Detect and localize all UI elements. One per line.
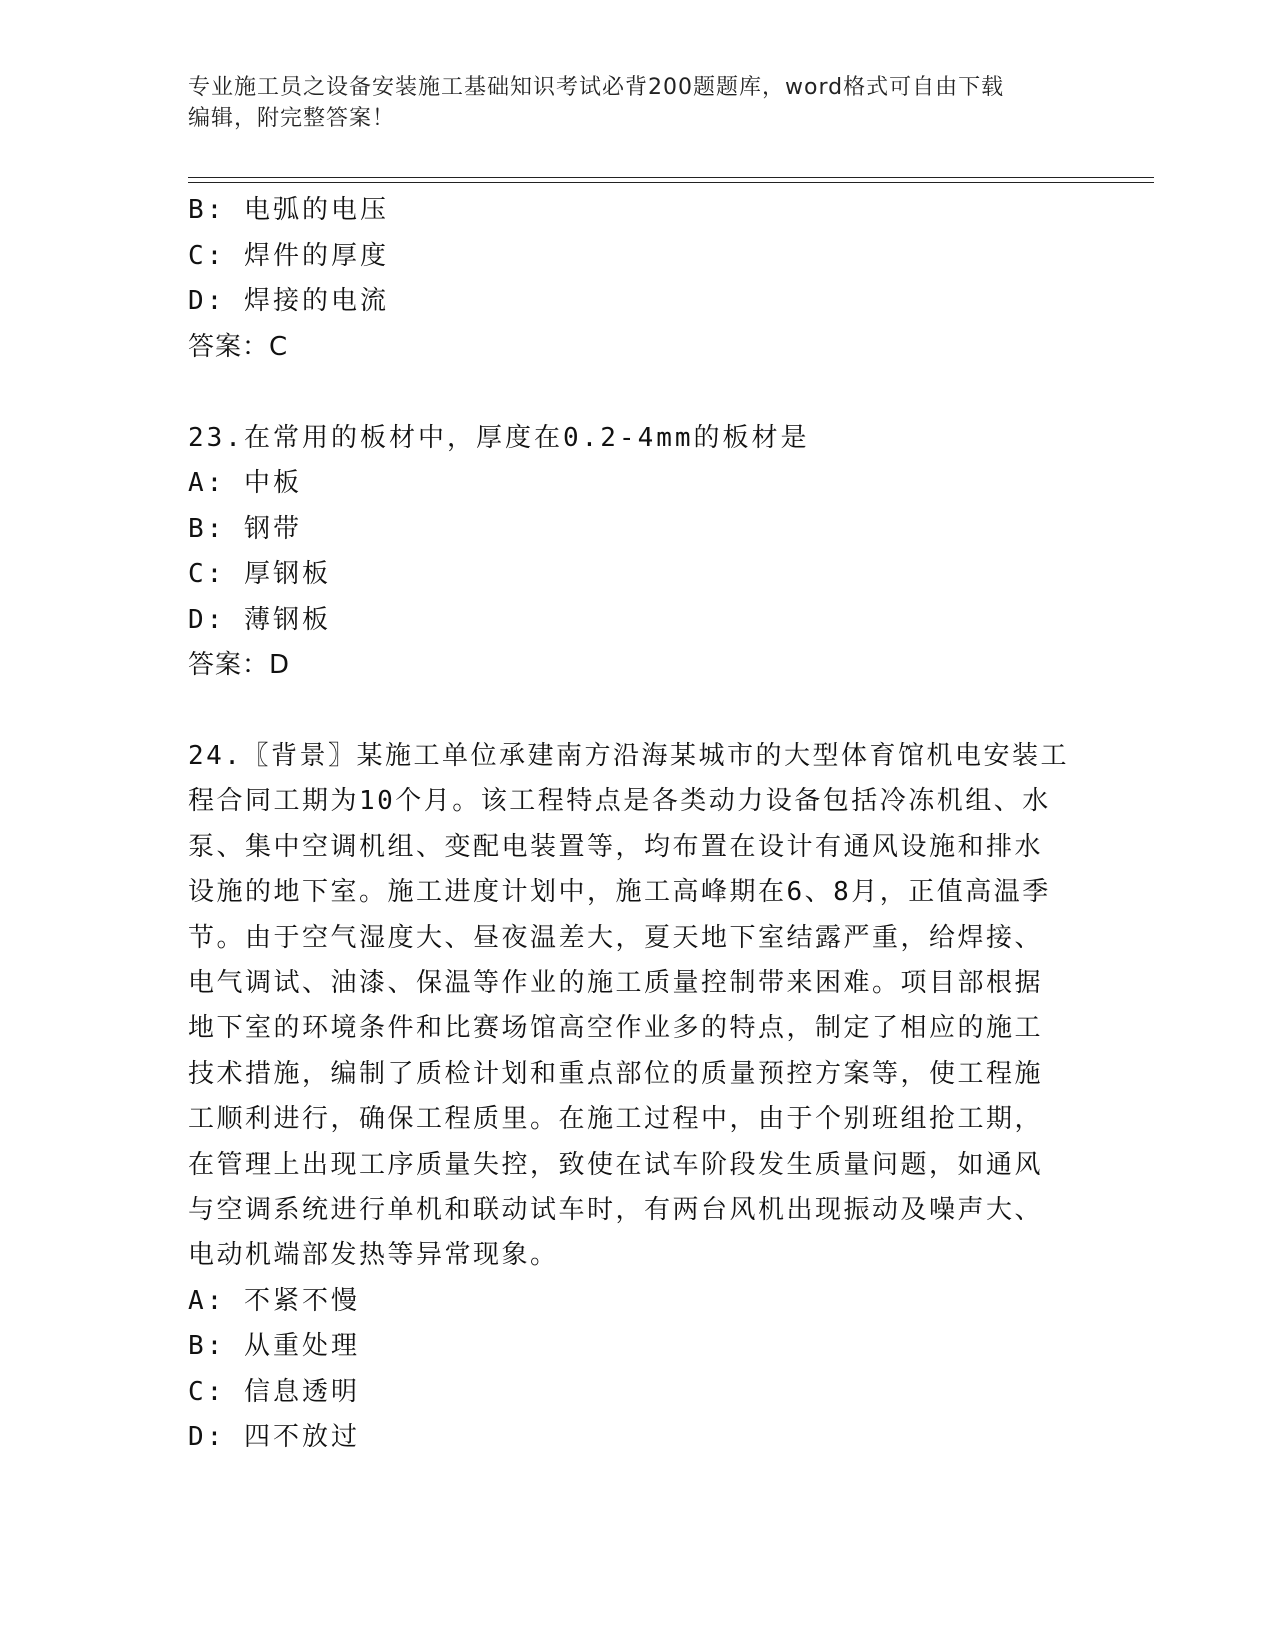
q23-option-a: A: 中板: [188, 468, 302, 498]
q24-option-c: C: 信息透明: [188, 1376, 360, 1407]
q24-stem-line: 技术措施，编制了质检计划和重点部位的质量预控方案等，使工程施: [188, 1058, 1044, 1089]
header-divider-top: [188, 177, 1154, 178]
q22-option-b: B: 电弧的电压: [188, 195, 389, 225]
q24-stem-line: 在管理上出现工序质量失控，致使在试车阶段发生质量问题，如通风: [188, 1149, 1044, 1180]
q24-stem-line: 工顺利进行，确保工程质里。在施工过程中，由于个别班组抢工期，: [188, 1104, 1044, 1135]
header-line-1: 专业施工员之设备安装施工基础知识考试必背200题题库，word格式可自由下载: [188, 75, 1005, 100]
question-22-block: [188, 188, 1088, 370]
q24-stem-line: 电动机端部发热等异常现象。: [188, 1240, 559, 1271]
q22-option-d: D: 焊接的电流: [188, 286, 389, 316]
q22-option-c: C: 焊件的厚度: [188, 240, 389, 271]
q24-stem-line: 设施的地下室。施工进度计划中，施工高峰期在6、8月，正值高温季: [188, 877, 1051, 908]
q24-stem-line: 电气调试、油漆、保温等作业的施工质量控制带来困难。项目部根据: [188, 968, 1044, 999]
header-divider-bottom: [188, 182, 1154, 183]
q23-option-d: D: 薄钢板: [188, 604, 331, 635]
question-23-block: [188, 416, 1088, 689]
q24-option-a: A: 不紧不慢: [188, 1285, 360, 1316]
q24-stem-line: 24.〖背景〗某施工单位承建南方沿海某城市的大型体育馆机电安装工: [188, 741, 1069, 771]
q24-option-d: D: 四不放过: [188, 1422, 360, 1453]
spacer: [188, 689, 1088, 735]
document-header: [188, 72, 1088, 134]
q24-stem-line: 与空调系统进行单机和联动试车时，有两台风机出现振动及噪声大、: [188, 1195, 1044, 1226]
q23-option-c: C: 厚钢板: [188, 559, 331, 589]
q24-stem-line: 程合同工期为10个月。该工程特点是各类动力设备包括冷冻机组、水: [188, 786, 1051, 817]
question-24-block: [188, 734, 1088, 1461]
q22-answer: 答案：C: [188, 331, 289, 362]
question-content: [188, 188, 1088, 1461]
q23-option-b: B: 钢带: [188, 513, 302, 544]
q23-answer: 答案：D: [188, 650, 291, 680]
q24-stem-line: 节。由于空气湿度大、昼夜温差大，夏天地下室结露严重，给焊接、: [188, 922, 1044, 953]
header-line-2: 编辑，附完整答案！: [188, 106, 396, 131]
q24-stem-line: 地下室的环境条件和比赛场馆高空作业多的特点，制定了相应的施工: [188, 1013, 1044, 1044]
spacer: [188, 370, 1088, 416]
q24-stem: [188, 734, 1068, 1279]
q23-stem: 23.在常用的板材中，厚度在0.2-4mm的板材是: [188, 422, 810, 453]
q24-stem-line: 泵、集中空调机组、变配电装置等，均布置在设计有通风设施和排水: [188, 831, 1044, 862]
q24-option-b: B: 从重处理: [188, 1331, 360, 1362]
